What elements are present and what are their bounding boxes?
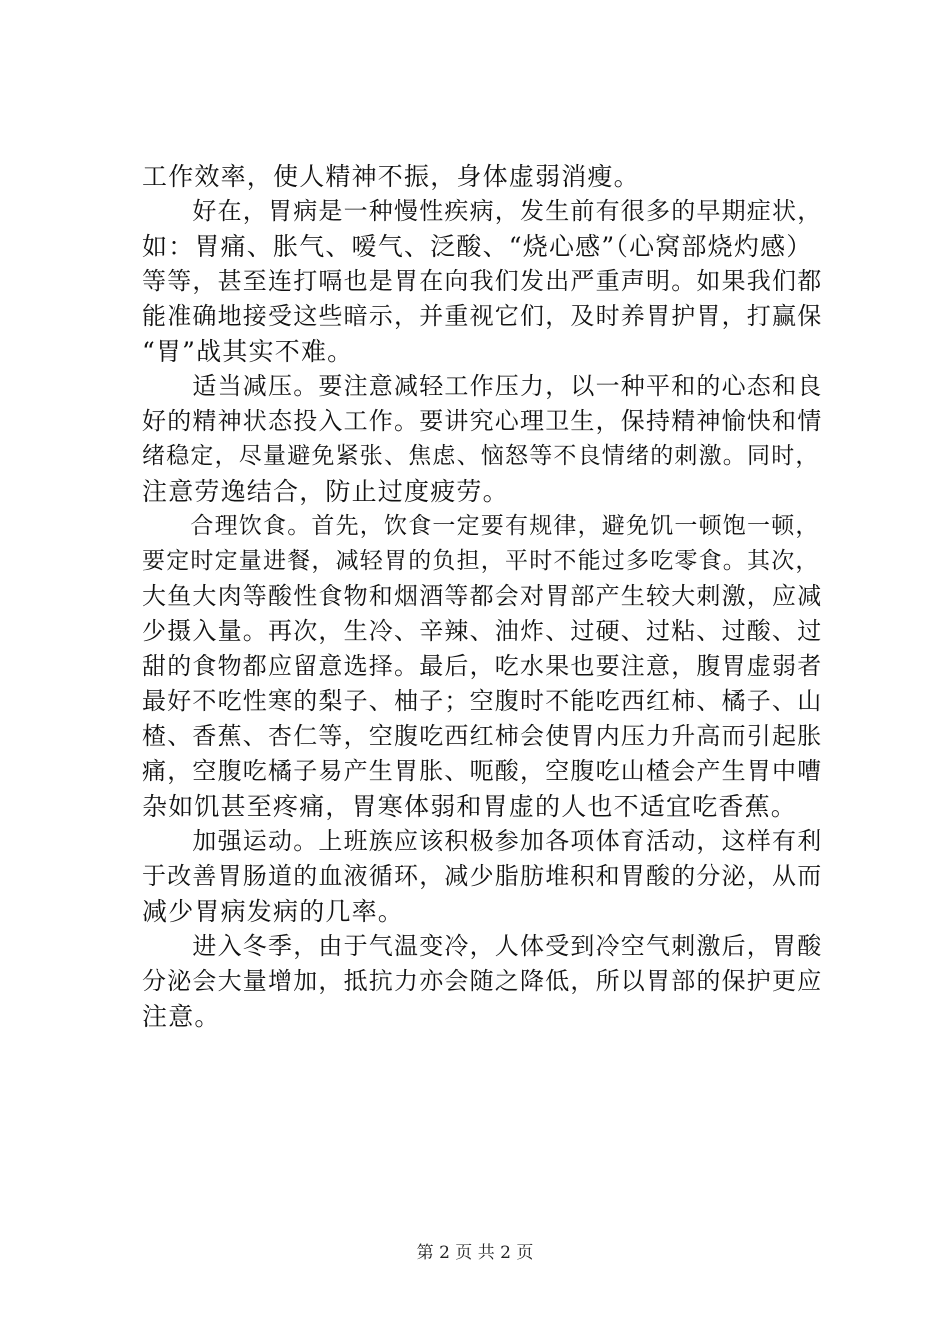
text-line: 等等，甚至连打嗝也是胃在向我们发出严重声明。如果我们都 <box>142 267 823 295</box>
text-line: 加强运动。上班族应该积极参加各项体育活动，这样有利 <box>142 827 823 855</box>
text-line: 能准确地接受这些暗示，并重视它们，及时养胃护胃，打赢保 <box>142 302 823 330</box>
page-number-label: 第 2 页 共 2 页 <box>416 1243 534 1263</box>
text-line: 分泌会大量增加，抵抗力亦会随之降低，所以胃部的保护更应 <box>142 967 823 995</box>
text-line: 进入冬季，由于气温变冷，人体受到冷空气刺激后，胃酸 <box>142 932 823 960</box>
text-line: 好在，胃病是一种慢性疾病，发生前有很多的早期症状， <box>142 197 823 225</box>
text-line: 最好不吃性寒的梨子、柚子；空腹时不能吃西红柿、橘子、山 <box>142 687 823 715</box>
text-line: 甜的食物都应留意选择。最后，吃水果也要注意，腹胃虚弱者 <box>142 652 823 680</box>
text-line: 注意。 <box>142 1002 221 1031</box>
text-line: 好的精神状态投入工作。要讲究心理卫生，保持精神愉快和情 <box>142 407 823 435</box>
text-line: 楂、香蕉、杏仁等，空腹吃西红柿会使胃内压力升高而引起胀 <box>142 722 823 750</box>
text-line: 注意劳逸结合，防止过度疲劳。 <box>142 477 509 506</box>
text-line: 大鱼大肉等酸性食物和烟酒等都会对胃部产生较大刺激，应减 <box>142 582 823 610</box>
document-body <box>142 159 827 1034</box>
text-line: 如：胃痛、胀气、嗳气、泛酸、“烧心感”（心窝部烧灼感） <box>142 232 813 261</box>
text-line: 少摄入量。再次，生冷、辛辣、油炸、过硬、过粘、过酸、过 <box>142 617 823 645</box>
text-line: 杂如饥甚至疼痛，胃寒体弱和胃虚的人也不适宜吃香蕉。 <box>142 792 798 821</box>
text-line: 痛，空腹吃橘子易产生胃胀、呃酸，空腹吃山楂会产生胃中嘈 <box>142 757 823 785</box>
text-line: 要定时定量进餐，减轻胃的负担，平时不能过多吃零食。其次， <box>142 548 820 574</box>
text-line: 绪稳定，尽量避免紧张、焦虑、恼怒等不良情绪的刺激。同时， <box>142 443 820 469</box>
text-line: 工作效率，使人精神不振，身体虚弱消瘦。 <box>142 162 640 191</box>
text-line: 适当减压。要注意减轻工作压力，以一种平和的心态和良 <box>142 372 823 400</box>
page-footer <box>0 1241 950 1265</box>
text-line: 于改善胃肠道的血液循环，减少脂肪堆积和胃酸的分泌，从而 <box>142 862 823 890</box>
text-line: 减少胃病发病的几率。 <box>142 897 405 926</box>
text-line: 合理饮食。首先，饮食一定要有规律，避免饥一顿饱一顿， <box>142 513 820 539</box>
text-line: “胃”战其实不难。 <box>142 337 354 366</box>
